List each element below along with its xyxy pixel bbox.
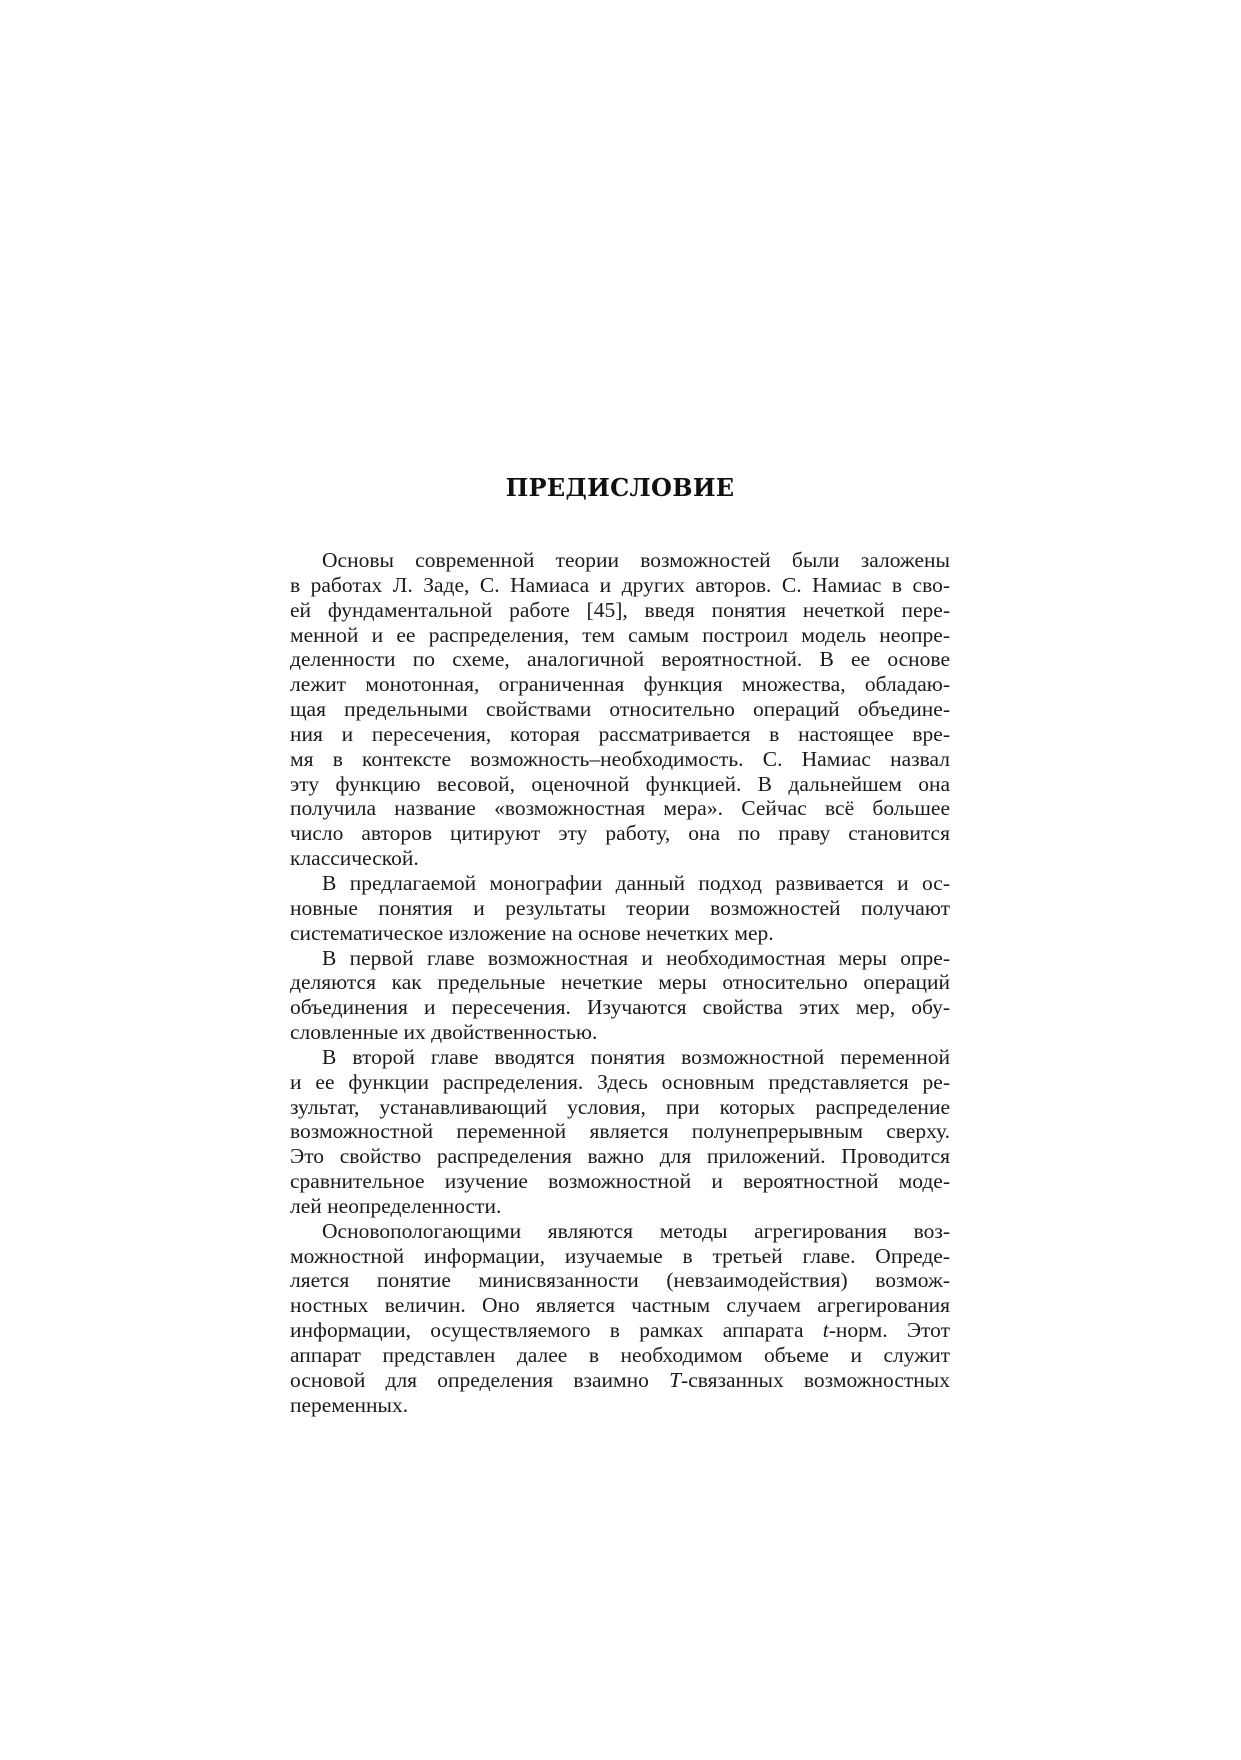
paragraph <box>290 1219 950 1418</box>
text-line: сравнительное изучение возможностной и вероятностной моде- <box>290 1169 950 1194</box>
text-line: мя в контексте возможность–необходимость. С. Намиас назвал <box>290 746 950 771</box>
text-line: ей фундаментальной работе [45], введя понятия нечеткой пере- <box>290 597 950 622</box>
text-line: систематическое изложение на основе нечетких мер. <box>290 920 774 945</box>
text-line: возможностной переменной является полунепрерывным сверху. <box>290 1119 950 1144</box>
paragraph <box>290 946 950 1045</box>
text-line: В второй главе вводятся понятия возможностной переменной <box>322 1044 950 1069</box>
text-line: менной и ее распределения, тем самым построил модель неопре- <box>290 622 950 647</box>
page-title: ПРЕДИСЛОВИЕ <box>505 473 735 502</box>
text-line: ностных величин. Оно является частным случаем агрегирования <box>290 1293 950 1318</box>
text-line: лей неопределенности. <box>290 1193 502 1218</box>
text-fragment: -норм. Этот <box>828 1318 950 1343</box>
text-line <box>290 1318 950 1343</box>
text-line: и ее функции распределения. Здесь основным представляется ре- <box>290 1069 950 1094</box>
text-fragment: информации, осуществляемого в рамках аппарата <box>290 1318 823 1343</box>
paragraph <box>290 1045 950 1219</box>
text-line <box>290 1368 950 1393</box>
text-line: ляется понятие минисвязанности (невзаимодействия) возмож- <box>290 1268 950 1293</box>
text-line: В первой главе возможностная и необходимостная меры опре- <box>322 945 950 970</box>
text-line: число авторов цитируют эту работу, она по праву становится <box>290 821 950 846</box>
text-line: зультат, устанавливающий условия, при которых распределение <box>290 1094 950 1119</box>
text-line: аппарат представлен далее в необходимом объеме и служит <box>290 1343 950 1367</box>
text-line: деляются как предельные нечеткие меры относительно операций <box>290 970 950 995</box>
text-line: ния и пересечения, которая рассматривается в настоящее вре- <box>290 721 950 746</box>
text-line: лежит монотонная, ограниченная функция множества, обладаю- <box>290 672 950 697</box>
math-variable: T <box>669 1367 682 1392</box>
text-line: Основопологающими являются методы агрегирования воз- <box>322 1218 950 1243</box>
paragraph <box>290 548 950 871</box>
text-line: классической. <box>290 846 419 871</box>
text-line: щая предельными свойствами относительно операций объедине- <box>290 697 950 722</box>
paragraph <box>290 871 950 946</box>
preface-body <box>290 548 950 1418</box>
text-line: словленные их двойственностью. <box>290 1020 598 1045</box>
math-variable: t <box>822 1318 829 1343</box>
text-line: деленности по схеме, аналогичной вероятностной. В ее основе <box>290 647 950 672</box>
text-fragment: основой для определения взаимно <box>290 1367 670 1392</box>
text-line: в работах Л. Заде, С. Намиаса и других авторов. С. Намиас в сво- <box>290 572 950 597</box>
text-line: В предлагаемой монографии данный подход развивается и ос- <box>322 870 950 895</box>
text-line: Это свойство распределения важно для приложений. Проводится <box>290 1144 950 1169</box>
text-line: переменных. <box>290 1392 409 1417</box>
text-fragment: -связанных возможностных <box>681 1367 950 1392</box>
text-line: новные понятия и результаты теории возможностей получают <box>290 895 950 920</box>
text-line: Основы современной теории возможностей были заложены <box>322 548 950 572</box>
text-line: можностной информации, изучаемые в третьей главе. Опреде- <box>290 1243 950 1268</box>
text-line: получила название «возможностная мера». Сейчас всё большее <box>290 796 950 821</box>
text-line: объединения и пересечения. Изучаются свойства этих мер, обу- <box>290 995 950 1020</box>
text-line: эту функцию весовой, оценочной функцией. В дальнейшем она <box>290 771 950 796</box>
